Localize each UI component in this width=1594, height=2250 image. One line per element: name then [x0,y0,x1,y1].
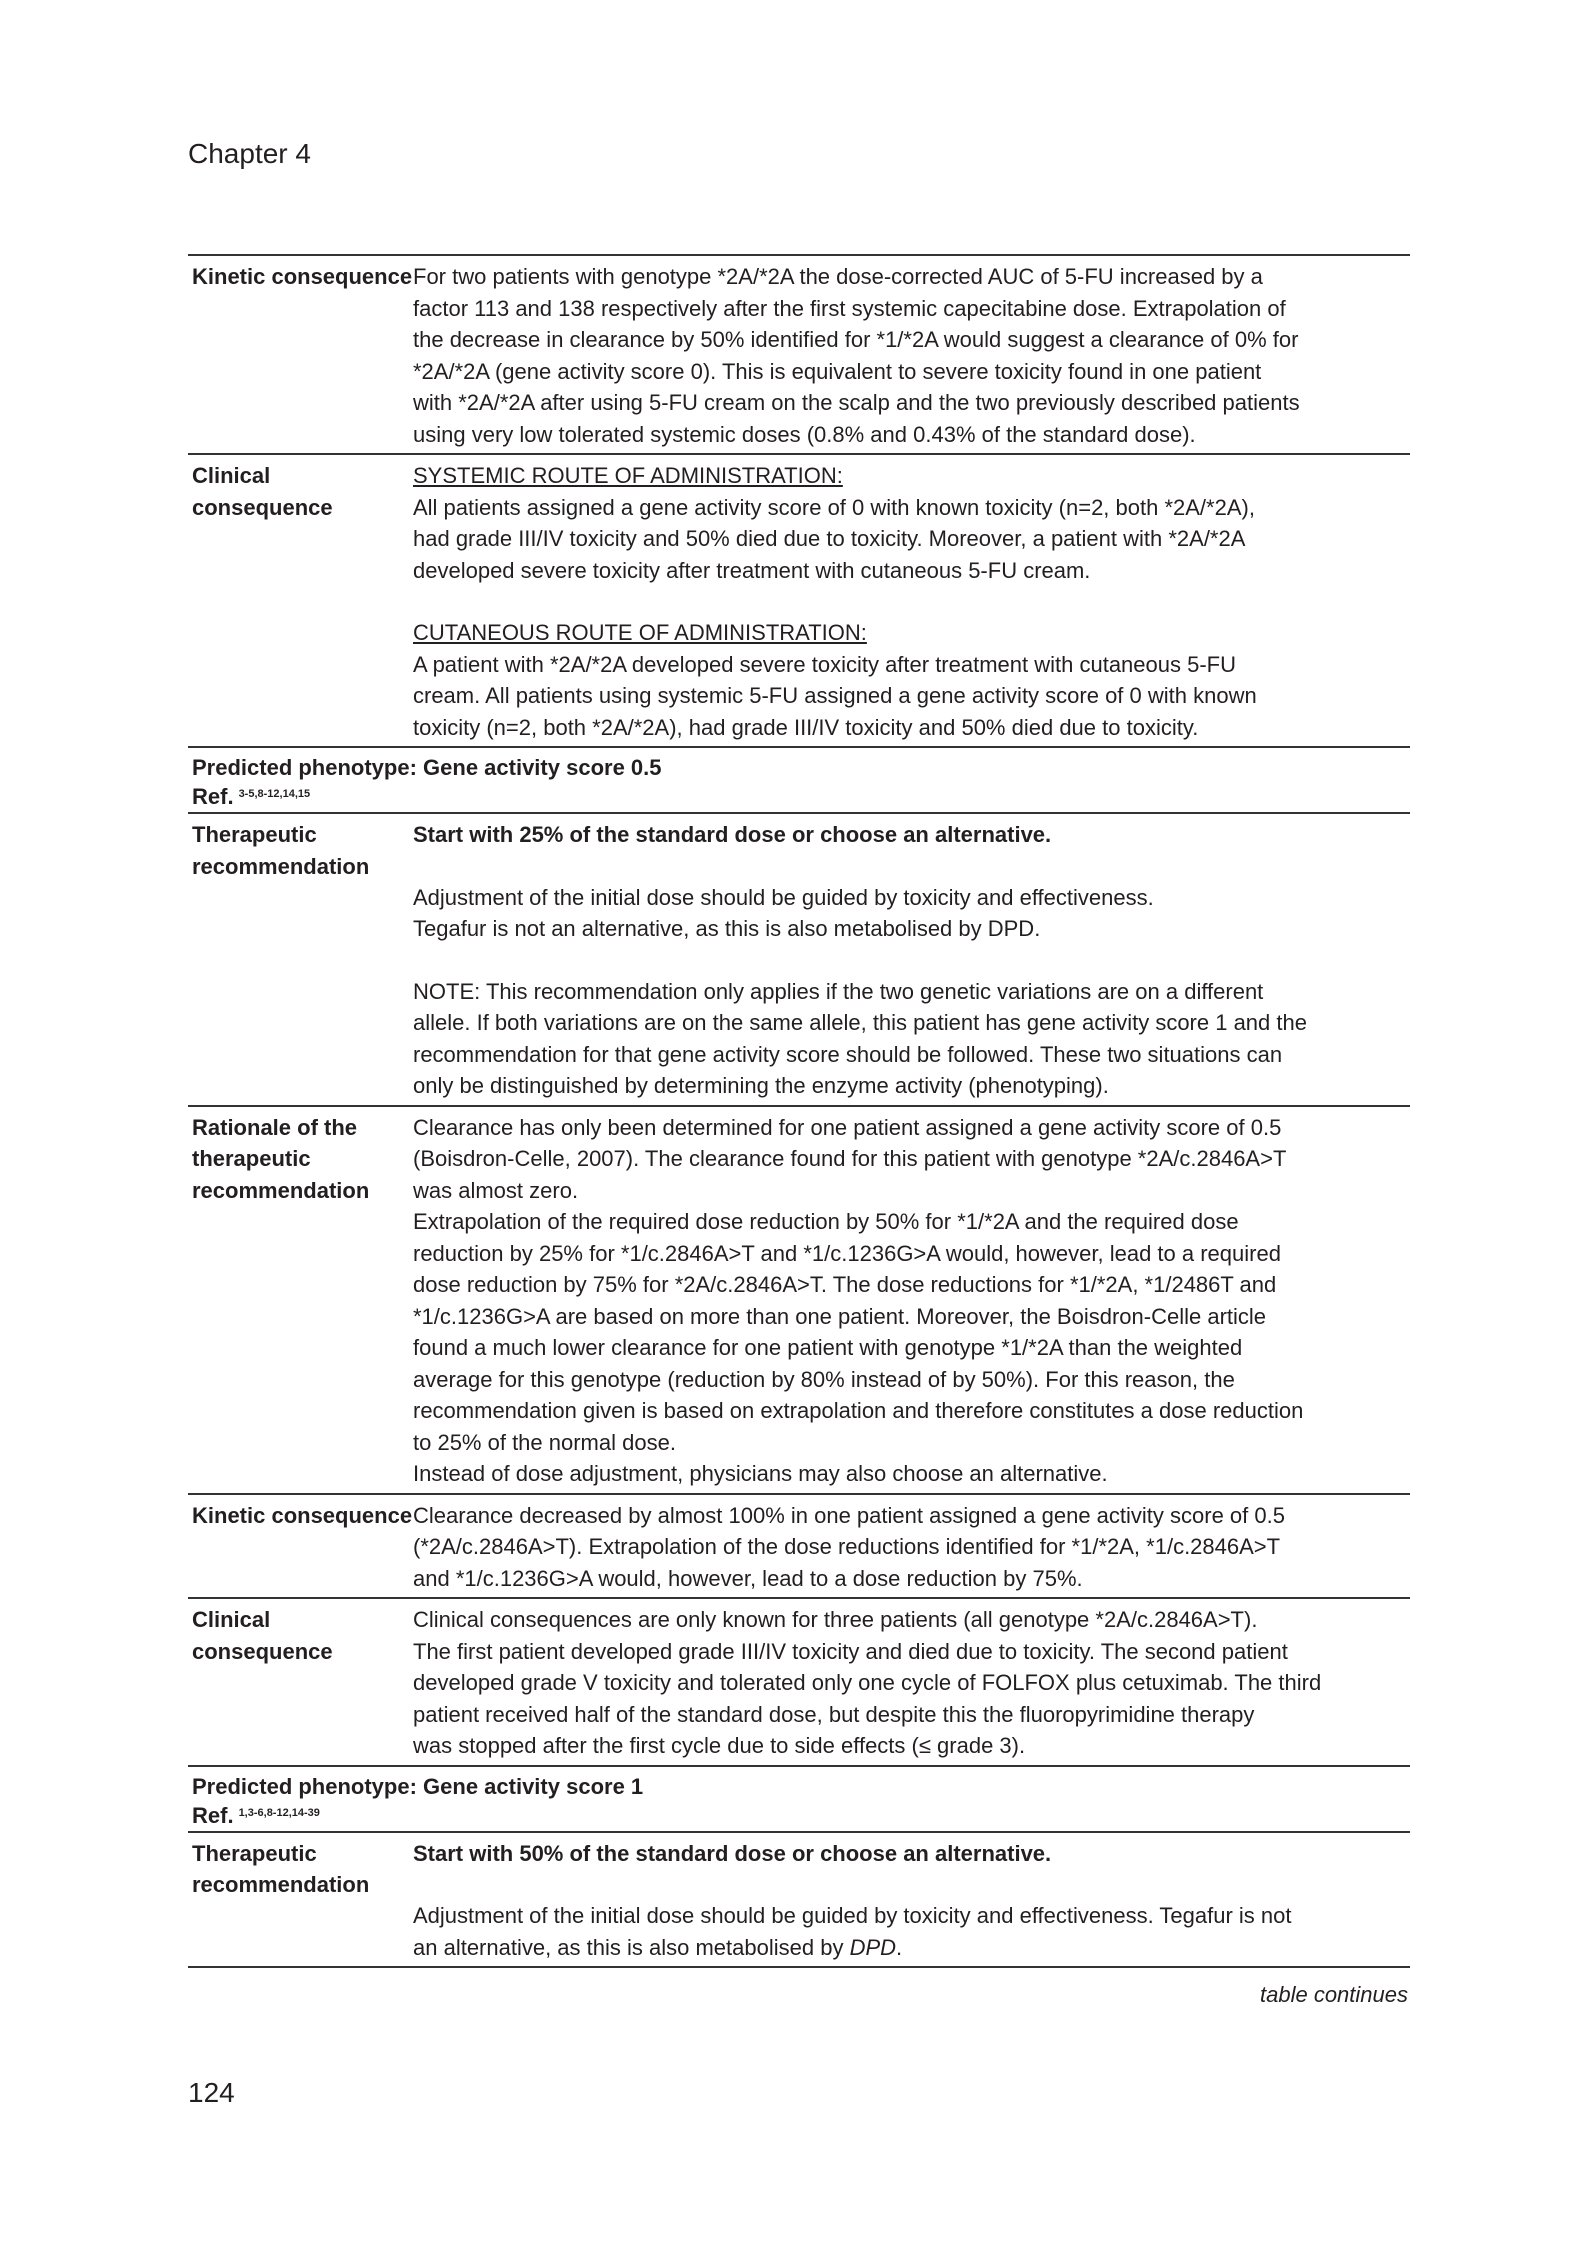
row-label: Kinetic consequence [192,1502,413,1528]
table-row-kinetic-consequence [188,254,1410,453]
text-line: allele. If both variations are on the same allele, this patient has gene activity score 1 and the [413,1010,1307,1035]
phenotype-title: Predicted phenotype: Gene activity score 1 [192,1773,644,1799]
text-line: Clearance has only been determined for one patient assigned a gene activity score of 0.5 [413,1114,1282,1140]
recommendation-bold: Start with 25% of the standard dose or choose an alternative. [413,822,1052,847]
table-continues-note: table continues [1260,1982,1408,2007]
phenotype-ref: Ref. $^{1,3-6,8-12,14-39}$ [192,1802,320,1828]
row-label: Clinical consequence [192,1607,333,1664]
table-row-therapeutic-recommendation [188,1831,1410,1967]
text-line: and *1/c.1236G>A would, however, lead to a dose reduction by 75%. [413,1565,1083,1591]
text-line: had grade III/IV toxicity and 50% died due to toxicity. Moreover, a patient with *2A/*2A [413,526,1246,551]
cutaneous-heading: CUTANEOUS ROUTE OF ADMINISTRATION: [413,620,867,645]
chapter-header: Chapter 4 [188,138,311,169]
row-label: Kinetic consequence [192,264,413,289]
systemic-heading: SYSTEMIC ROUTE OF ADMINISTRATION: [413,463,843,488]
phenotype-title: Predicted phenotype: Gene activity score 0.5 [192,755,662,780]
text-line: The first patient developed grade III/IV toxicity and died due to toxicity. The second patient [413,1638,1288,1664]
text-line: Instead of dose adjustment, physicians may also choose an alternative. [413,1461,1108,1486]
text-line: to 25% of the normal dose. [413,1429,676,1455]
text-line: Tegafur is not an alternative, as this is also metabolised by DPD. [413,916,1041,941]
text-line: was stopped after the first cycle due to side effects (≤ grade 3). [413,1733,1026,1758]
text-line: Adjustment of the initial dose should be guided by toxicity and effectiveness. [413,884,1154,910]
text-line: A patient with *2A/*2A developed severe toxicity after treatment with cutaneous 5-FU [413,651,1237,677]
text-line: Extrapolation of the required dose reduction by 50% for *1/*2A and the required dose [413,1209,1239,1234]
row-label: Clinical consequence [192,463,333,520]
table-bottom-rule [188,1966,1410,1968]
text-line: toxicity (n=2, both *2A/*2A), had grade III/IV toxicity and 50% died due to toxicity. [413,714,1199,740]
table-row-kinetic-consequence [188,1493,1410,1598]
text-line: For two patients with genotype *2A/*2A the dose-corrected AUC of 5-FU increased by a [413,264,1263,289]
text-line: the decrease in clearance by 50% identified for *1/*2A would suggest a clearance of 0% for [413,327,1299,352]
recommendation-table [188,254,1410,2008]
text-line: cream. All patients using systemic 5-FU assigned a gene activity score of 0 with known [413,683,1257,708]
table-row-therapeutic-recommendation [188,812,1410,1105]
row-content [413,1604,1410,1762]
row-content [413,819,1410,1102]
text-line: average for this genotype (reduction by 80% instead of by 50%). For this reason, the [413,1366,1235,1392]
text-line: factor 113 and 138 respectively after the first systemic capecitabine dose. Extrapolation of [413,295,1286,321]
text-line: using very low tolerated systemic doses (0.8% and 0.43% of the standard dose). [413,421,1196,447]
table-row-clinical-consequence [188,1597,1410,1765]
text-line: was almost zero. [413,1177,579,1203]
text-line: only be distinguished by determining the enzyme activity (phenotyping). [413,1073,1109,1098]
phenotype-header-score-1 [188,1765,1410,1831]
row-label: Therapeutic recommendation [192,1840,370,1897]
row-content [413,460,1410,743]
text-line: *1/c.1236G>A are based on more than one patient. Moreover, the Boisdron-Celle article [413,1303,1267,1329]
text-line: Adjustment of the initial dose should be guided by toxicity and effectiveness. Tegafur is not [413,1903,1292,1928]
text-line: recommendation for that gene activity score should be followed. These two situations can [413,1041,1283,1067]
text-line: reduction by 25% for *1/c.2846A>T and *1/c.1236G>A would, however, lead to a required [413,1240,1281,1266]
text-line: Clearance decreased by almost 100% in one patient assigned a gene activity score of 0.5 [413,1502,1285,1528]
row-label: Therapeutic recommendation [192,822,370,879]
table-row-clinical-consequence [188,453,1410,746]
phenotype-header-score-0-5 [188,746,1410,812]
recommendation-bold: Start with 50% of the standard dose or choose an alternative. [413,1840,1052,1866]
row-content [413,1838,1410,1964]
text-line: with *2A/*2A after using 5-FU cream on the scalp and the two previously described patients [413,390,1300,415]
text-line: *2A/*2A (gene activity score 0). This is equivalent to severe toxicity found in one patient [413,358,1262,384]
text-line: developed grade V toxicity and tolerated only one cycle of FOLFOX plus cetuximab. The third [413,1670,1322,1695]
text-line: Clinical consequences are only known for three patients (all genotype *2A/c.2846A>T). [413,1607,1258,1632]
row-content [413,1112,1410,1490]
text-line: All patients assigned a gene activity score of 0 with known toxicity (n=2, both *2A/*2A), [413,494,1255,520]
text-line: NOTE: This recommendation only applies if the two genetic variations are on a different [413,978,1264,1004]
row-content [413,261,1410,450]
text-line: patient received half of the standard dose, but despite this the fluoropyrimidine therapy [413,1701,1255,1727]
table-row-rationale [188,1105,1410,1493]
text-line: found a much lower clearance for one patient with genotype *1/*2A than the weighted [413,1335,1243,1360]
text-line: an alternative, as this is also metabolised by DPD. [413,1934,903,1960]
ref-numbers: 3-5,8-12,14,15 [238,788,311,800]
text-line: (Boisdron-Celle, 2007). The clearance found for this patient with genotype *2A/c.2846A>T [413,1146,1287,1171]
phenotype-ref: Ref. $^{3-5,8-12,14,15}$ [192,784,311,809]
text-line: developed severe toxicity after treatment with cutaneous 5-FU cream. [413,557,1091,583]
page-number: 124 [188,2077,235,2108]
text-line: dose reduction by 75% for *2A/c.2846A>T. The dose reductions for *1/*2A, *1/2486T and [413,1272,1277,1297]
row-content [413,1500,1410,1595]
text-line: recommendation given is based on extrapolation and therefore constitutes a dose reduction [413,1398,1304,1423]
dpd-italic: DPD [849,1934,897,1960]
row-label: Rationale of the therapeutic recommendation [192,1114,370,1203]
text-line: (*2A/c.2846A>T). Extrapolation of the dose reductions identified for *1/*2A, *1/c.2846A>T [413,1534,1281,1559]
ref-numbers: 1,3-6,8-12,14-39 [238,1806,320,1819]
